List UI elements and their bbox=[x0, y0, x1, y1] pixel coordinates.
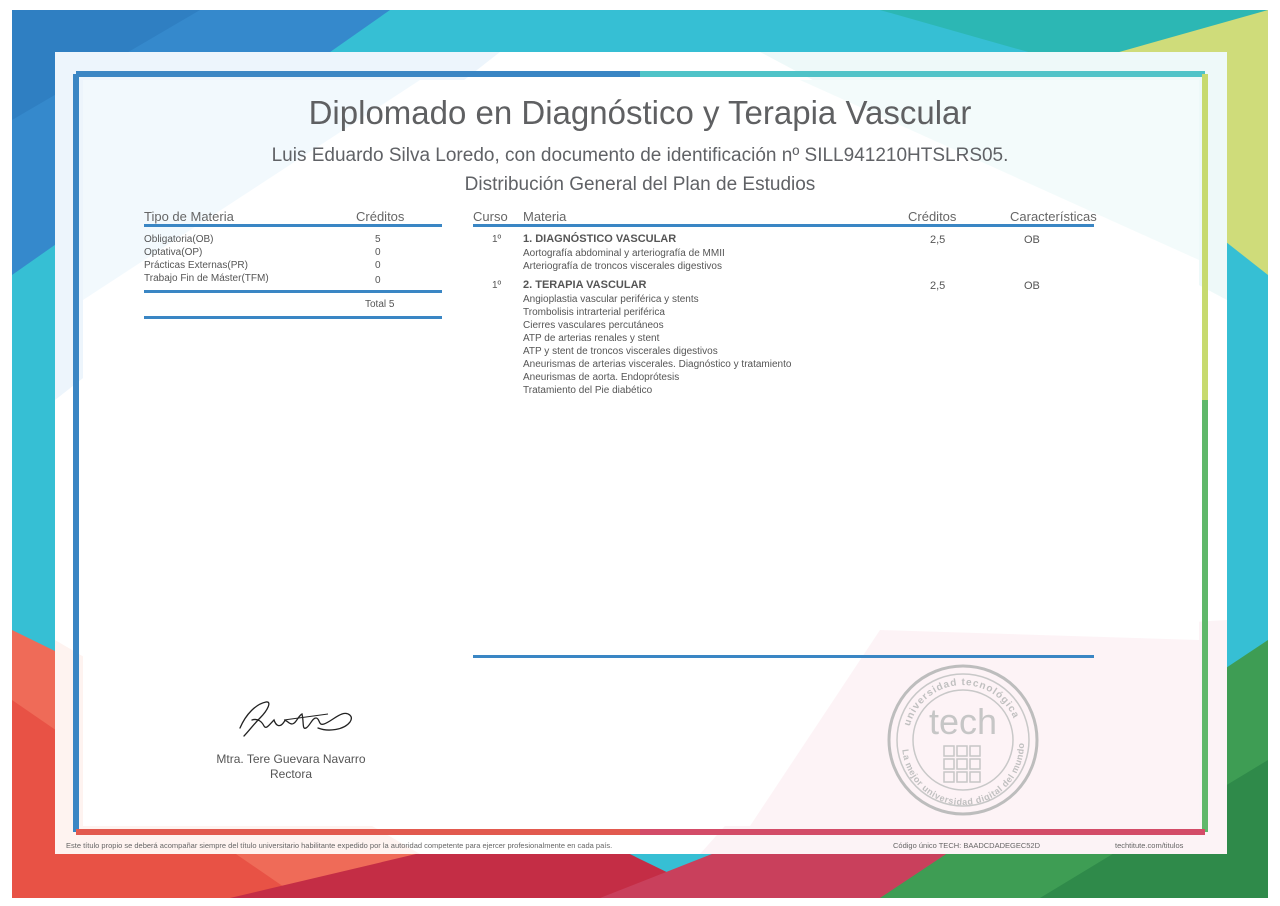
courses-col-features: Características bbox=[1010, 209, 1097, 224]
course-topic: ATP de arterias renales y stent bbox=[523, 333, 660, 344]
summary-row-credits: 0 bbox=[375, 275, 381, 286]
course-topic: Aortografía abdominal y arteriografía de MMII bbox=[523, 248, 725, 259]
course-title: 1. DIAGNÓSTICO VASCULAR bbox=[523, 233, 677, 245]
svg-text:tech: tech bbox=[928, 701, 998, 742]
courses-bottom-rule bbox=[473, 655, 1094, 658]
course-topic: Trombolisis intrarterial periférica bbox=[523, 307, 665, 318]
summary-row-type: Obligatoria(OB) bbox=[144, 234, 214, 245]
summary-bottom-rule bbox=[144, 316, 442, 319]
plan-title: Distribución General del Plan de Estudios bbox=[464, 174, 816, 195]
course-title: 2. TERAPIA VASCULAR bbox=[523, 279, 647, 291]
course-topic: Tratamiento del Pie diabético bbox=[523, 385, 653, 396]
footer-tech-code: Código único TECH: BAADCDADEGEC52D bbox=[893, 841, 1041, 850]
student-identification: Luis Eduardo Silva Loredo, con documento de identificación nº SILL941210HTSLRS05. bbox=[271, 145, 1009, 166]
summary-row-type: Prácticas Externas(PR) bbox=[144, 260, 248, 271]
course-feature: OB bbox=[1024, 280, 1040, 292]
course-number: 1º bbox=[492, 234, 502, 245]
course-topic: Aneurismas de arterias viscerales. Diagnóstico y tratamiento bbox=[523, 359, 792, 370]
summary-total: Total 5 bbox=[365, 299, 395, 310]
signatory-role: Rectora bbox=[269, 767, 313, 781]
summary-row-type: Optativa(OP) bbox=[144, 247, 203, 258]
university-seal-stamp bbox=[884, 662, 1042, 818]
summary-row-credits: 5 bbox=[375, 234, 381, 245]
summary-col-credits: Créditos bbox=[356, 209, 405, 224]
diploma-title: Diplomado en Diagnóstico y Terapia Vascular bbox=[308, 94, 972, 131]
course-topic: Arteriografía de troncos viscerales digestivos bbox=[523, 261, 722, 272]
course-credits: 2,5 bbox=[930, 280, 946, 292]
summary-row-credits: 0 bbox=[375, 260, 381, 271]
footer-disclaimer: Este título propio se deberá acompañar siempre del título universitario habilitante expedido por la autoridad competente para ejercer profesionalmente en cada país. bbox=[66, 841, 613, 850]
summary-row-type: Trabajo Fin de Máster(TFM) bbox=[144, 273, 269, 284]
courses-col-course: Curso bbox=[473, 209, 508, 224]
footer-url: techtitute.com/titulos bbox=[1115, 841, 1184, 850]
course-number: 1º bbox=[492, 280, 502, 291]
course-topic: Cierres vasculares percutáneos bbox=[523, 320, 664, 331]
signature-image bbox=[232, 698, 358, 740]
course-feature: OB bbox=[1024, 234, 1040, 246]
summary-col-type: Tipo de Materia bbox=[144, 209, 234, 224]
summary-header-rule bbox=[144, 224, 442, 227]
svg-text:La mejor universidad digital d: La mejor universidad digital del mundo bbox=[900, 742, 1027, 808]
course-topic: ATP y stent de troncos viscerales digestivos bbox=[523, 346, 718, 357]
course-credits: 2,5 bbox=[930, 234, 946, 246]
signatory-name: Mtra. Tere Guevara Navarro bbox=[216, 752, 366, 766]
summary-row-credits: 0 bbox=[375, 247, 381, 258]
course-topic: Aneurismas de aorta. Endoprótesis bbox=[523, 372, 680, 383]
courses-header-rule bbox=[473, 224, 1094, 227]
summary-total-rule bbox=[144, 290, 442, 293]
courses-col-subject: Materia bbox=[523, 209, 567, 224]
course-topic: Angioplastia vascular periférica y stents bbox=[523, 294, 699, 305]
courses-col-credits: Créditos bbox=[908, 209, 957, 224]
svg-text:universidad tecnológica: universidad tecnológica bbox=[902, 677, 1022, 728]
